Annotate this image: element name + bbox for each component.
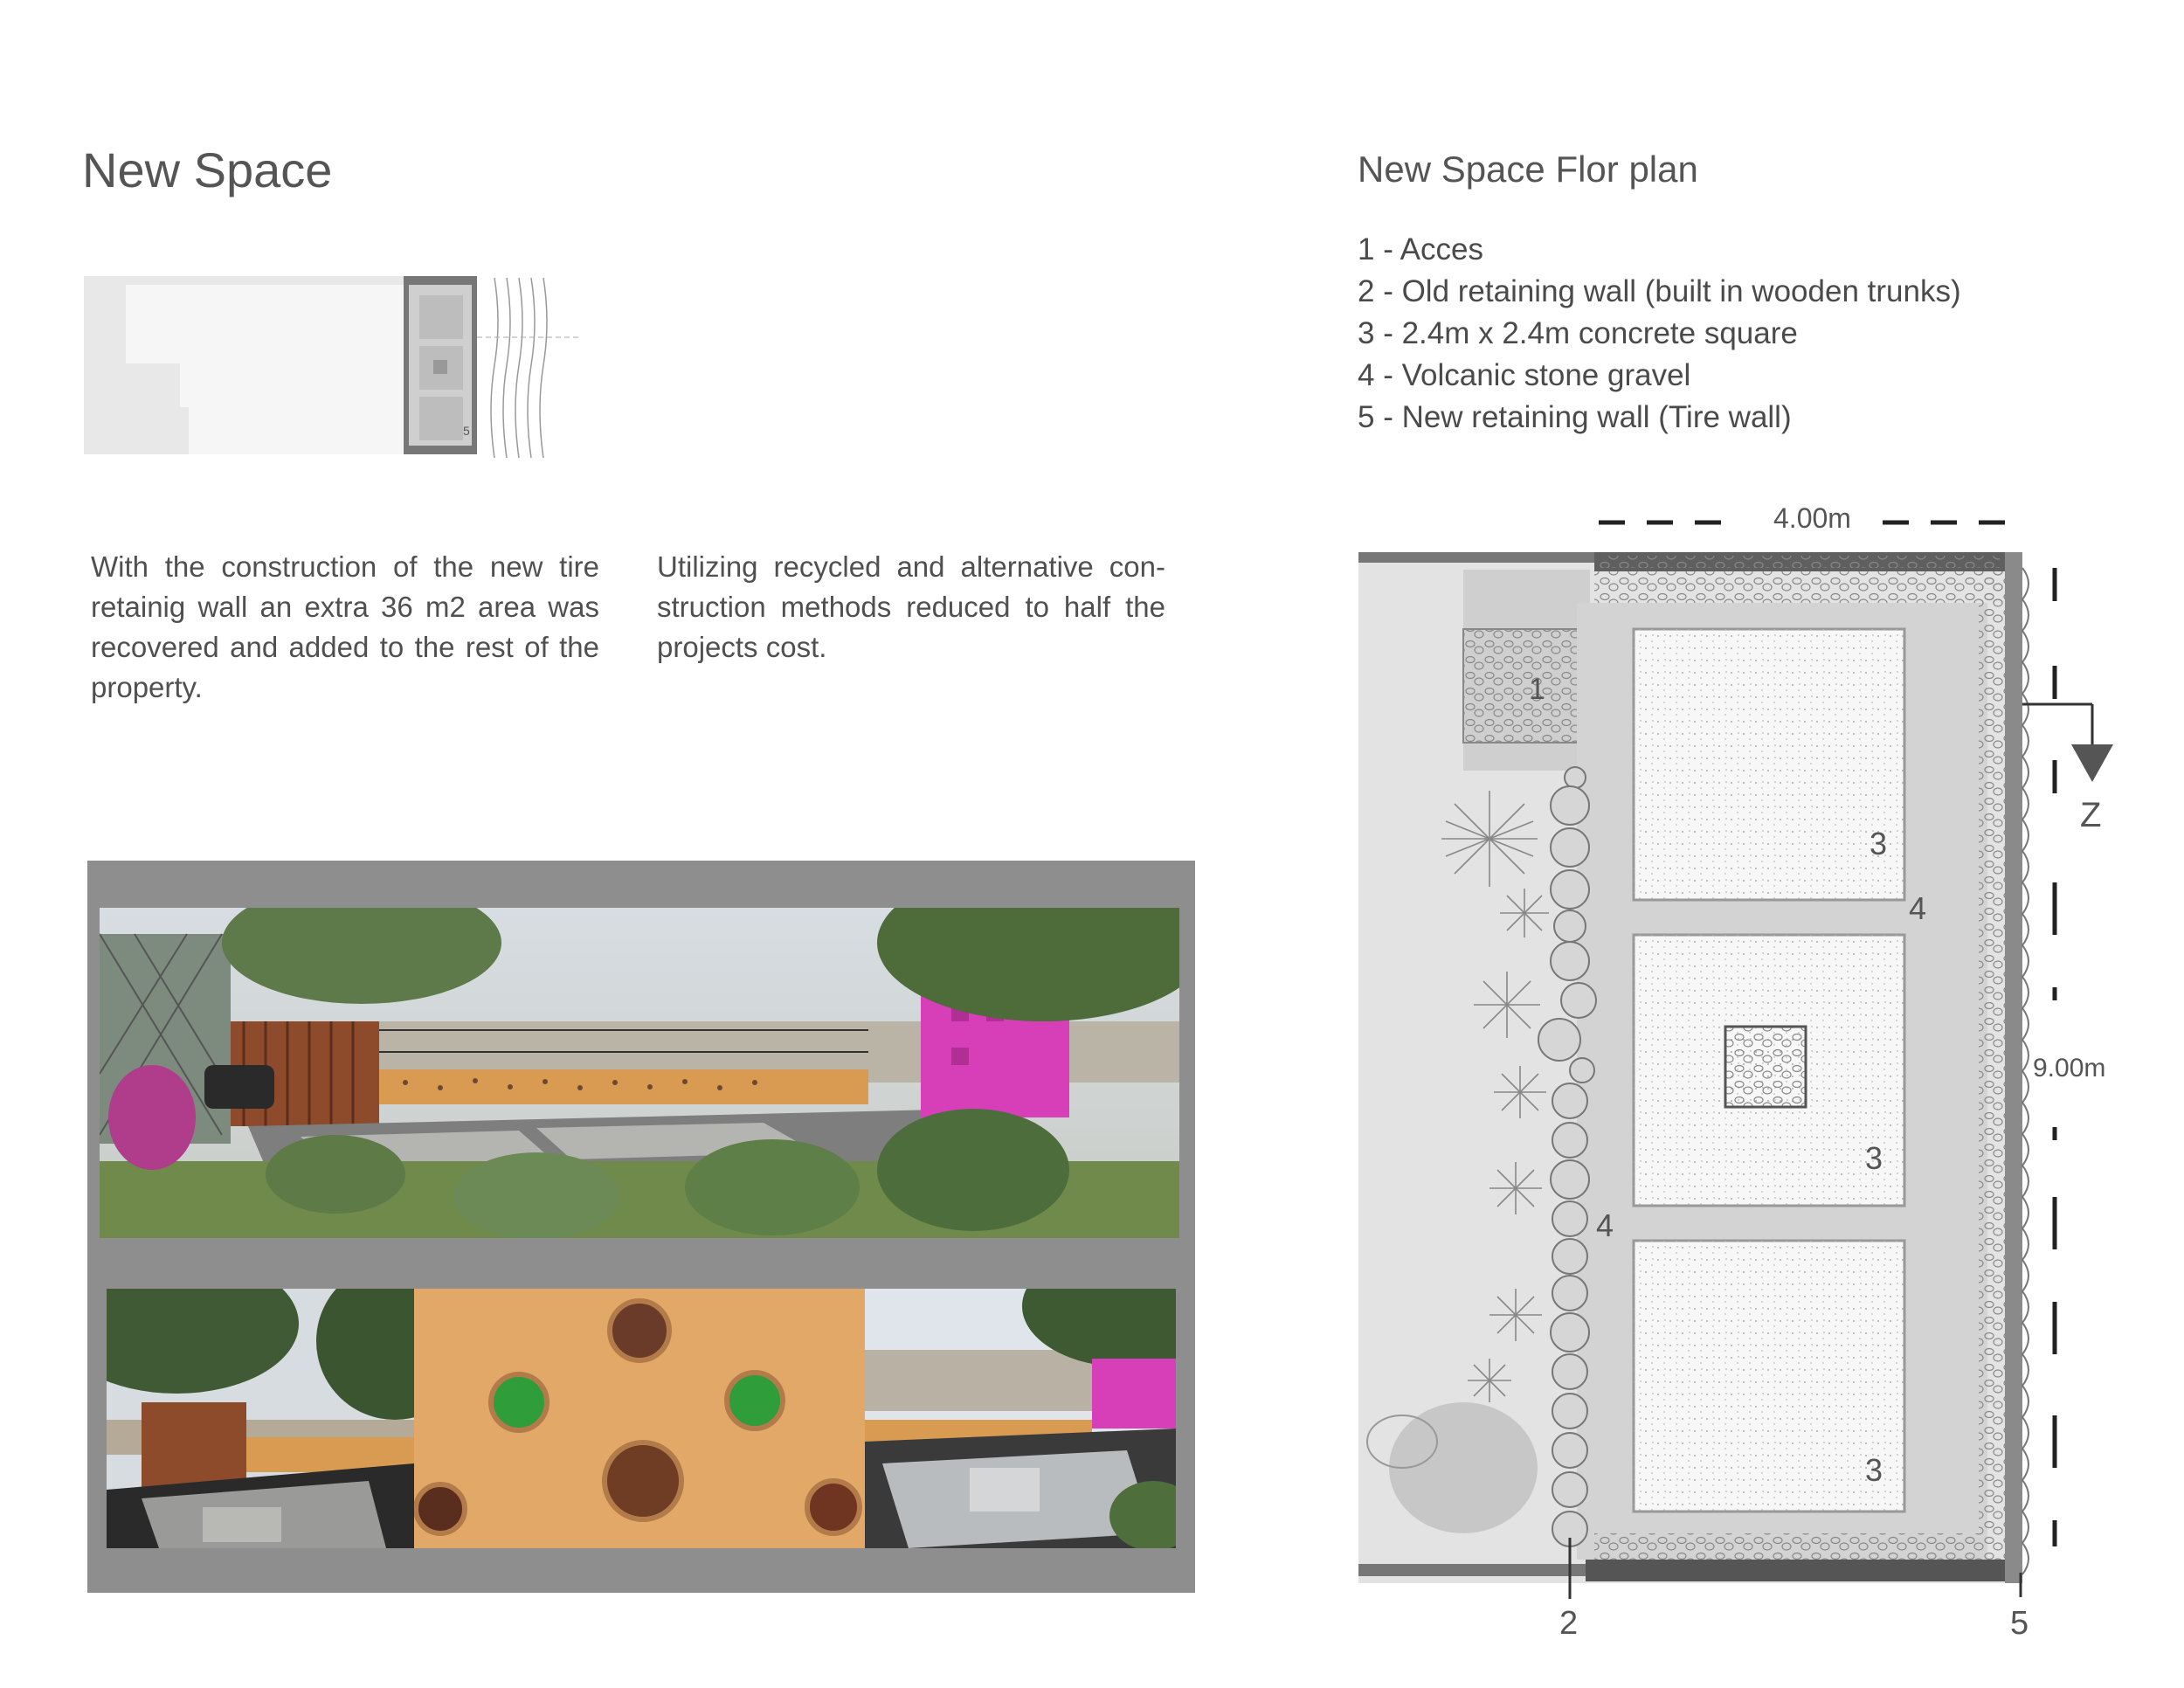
legend-item: 4 - Volcanic stone gravel [1358,358,1691,392]
description-paragraph-1: With the construction of the new tire retainig wall an extra 36 m2 area was recovered and added to the rest of the property. [91,550,599,703]
legend-item: 2 - Old retaining wall (built in wooden trunks) [1358,274,1961,308]
plan-legend [1358,229,1961,439]
thumb-label: 5 [463,424,470,438]
north-arrow-icon [2071,744,2113,782]
terrace-photo-right [865,1289,1176,1548]
width-dimension: 4.00m [1773,502,1851,534]
photo-panel [87,861,1195,1593]
floor-plan [1350,498,2136,1660]
length-dimension: 9.00m [2033,1054,2106,1083]
bottle-wall-photo [414,1289,865,1548]
label-square: 3 [1870,826,1888,861]
label-gravel: 4 [1596,1207,1614,1243]
label-old-wall: 2 [1559,1605,1579,1642]
legend-item: 1 - Acces [1358,232,1483,266]
legend-item: 5 - New retaining wall (Tire wall) [1358,400,1792,434]
description-paragraph-2: Utilizing recycled and alternative con-struction methods reduced to half the projects cost. [657,550,1165,663]
site-thumbnail [84,276,582,460]
label-new-wall: 5 [2010,1605,2029,1642]
terrace-photo-left [107,1289,414,1548]
page-title: New Space [82,142,333,197]
legend-item: 3 - 2.4m x 2.4m concrete square [1358,316,1798,350]
label-access: 1 [1529,673,1545,706]
label-square: 3 [1865,1452,1883,1488]
label-gravel: 4 [1909,890,1927,926]
plan-title: New Space Flor plan [1358,149,1698,190]
north-label: Z [2080,796,2102,834]
label-square: 3 [1865,1140,1883,1176]
panorama-photo [100,908,1179,1238]
